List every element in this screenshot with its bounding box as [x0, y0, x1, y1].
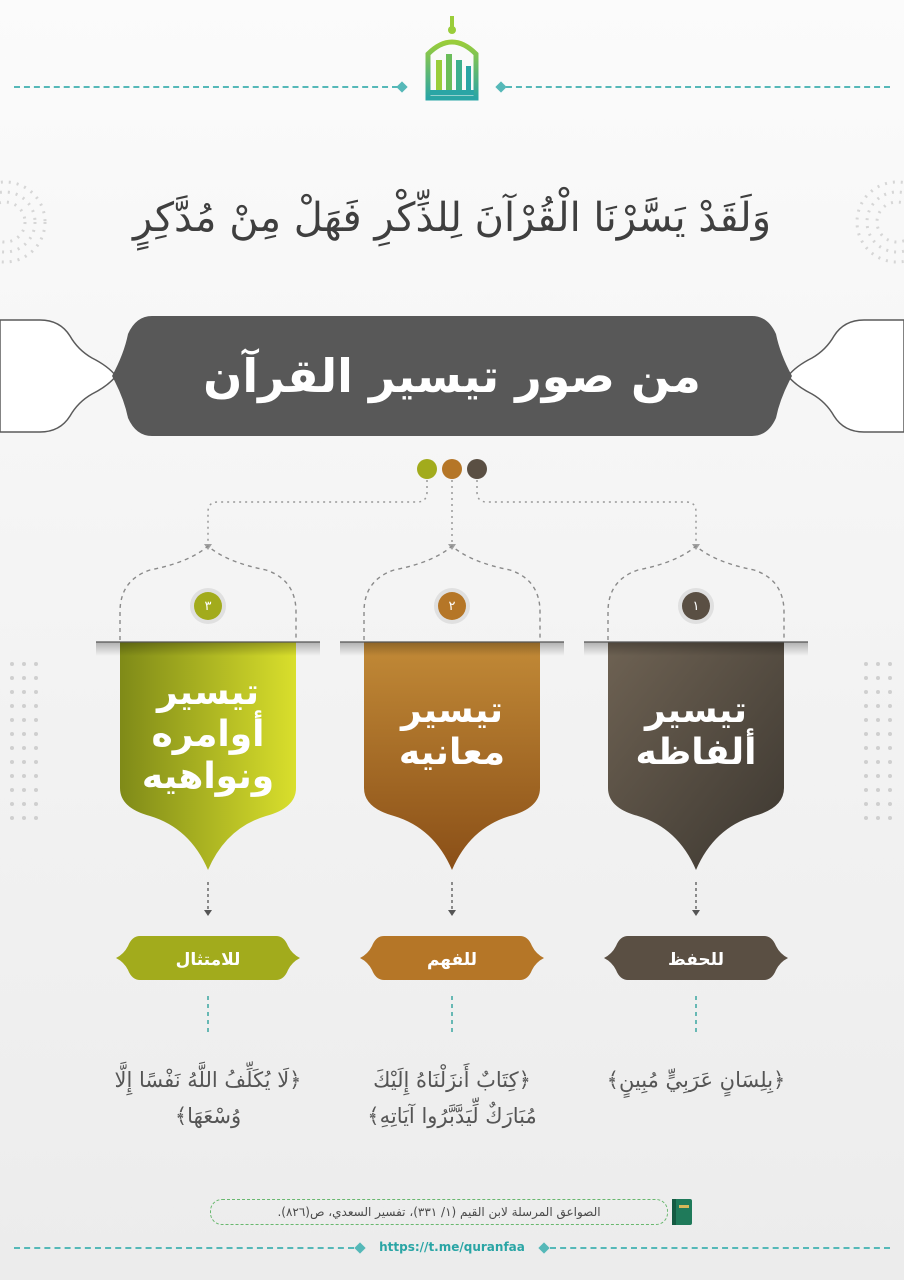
- card-title-2: تيسير معانيه: [398, 690, 506, 773]
- telegram-link[interactable]: https://t.me/quranfaa: [379, 1240, 525, 1254]
- purpose-label-2: للفهم: [426, 950, 478, 970]
- card-title-1: تيسير ألفاظه: [635, 690, 757, 773]
- banner-wing-left: [0, 314, 120, 438]
- quran-verse: وَلَقَدْ يَسَّرْنَا الْقُرْآنَ لِلذِّكْرِ فَهَلْ مِنْ مُدَّكِرٍ: [132, 195, 772, 241]
- verse-quote-3: ﴿لَا يُكَلِّفُ اللَّهُ نَفْسًا إِلَّا وُسْعَهَا﴾: [114, 1068, 302, 1128]
- dot-brown: [442, 459, 462, 479]
- top-divider-diamond-right: [495, 81, 506, 92]
- dot-circle-decoration-left: [0, 172, 50, 272]
- dot-olive: [417, 459, 437, 479]
- banner-wing-right: [784, 314, 904, 438]
- bottom-divider-right: [550, 1247, 890, 1249]
- top-divider-diamond-left: [396, 81, 407, 92]
- card-number-2: ٢: [438, 592, 466, 620]
- banner-title: من صور تيسير القرآن: [203, 349, 701, 403]
- dot-circle-decoration-right: [852, 172, 904, 272]
- card-number-1: ١: [682, 592, 710, 620]
- dot-dark: [467, 459, 487, 479]
- purpose-label-1: للحفظ: [667, 950, 724, 970]
- reference-box: [210, 1199, 668, 1225]
- verse-quote-1: ﴿بِلِسَانٍ عَرَبِيٍّ مُبِينٍ﴾: [606, 1068, 786, 1092]
- bottom-divider-diamond-right: [538, 1242, 549, 1253]
- bottom-divider-left: [14, 1247, 354, 1249]
- purpose-pills: [0, 880, 904, 1060]
- top-divider-left: [14, 86, 398, 88]
- top-divider-right: [506, 86, 890, 88]
- reference-text: الصواعق المرسلة لابن القيم (١/ ٣٣١)، تفسير السعدي، ص(٨٢٦).: [277, 1205, 601, 1219]
- verse-quote-2: ﴿كِتَابٌ أَنزَلْنَاهُ إِلَيْكَ مُبَارَكٌ لِّيَدَّبَّرُوا آيَاتِهِ﴾: [367, 1068, 537, 1128]
- card-number-3: ٣: [194, 592, 222, 620]
- purpose-label-3: للامتثال: [175, 950, 241, 970]
- bottom-divider-diamond-left: [354, 1242, 365, 1253]
- book-icon: [670, 1197, 694, 1227]
- card-title-3: تيسير أوامره ونواهيه: [141, 672, 275, 797]
- logo: [416, 14, 488, 106]
